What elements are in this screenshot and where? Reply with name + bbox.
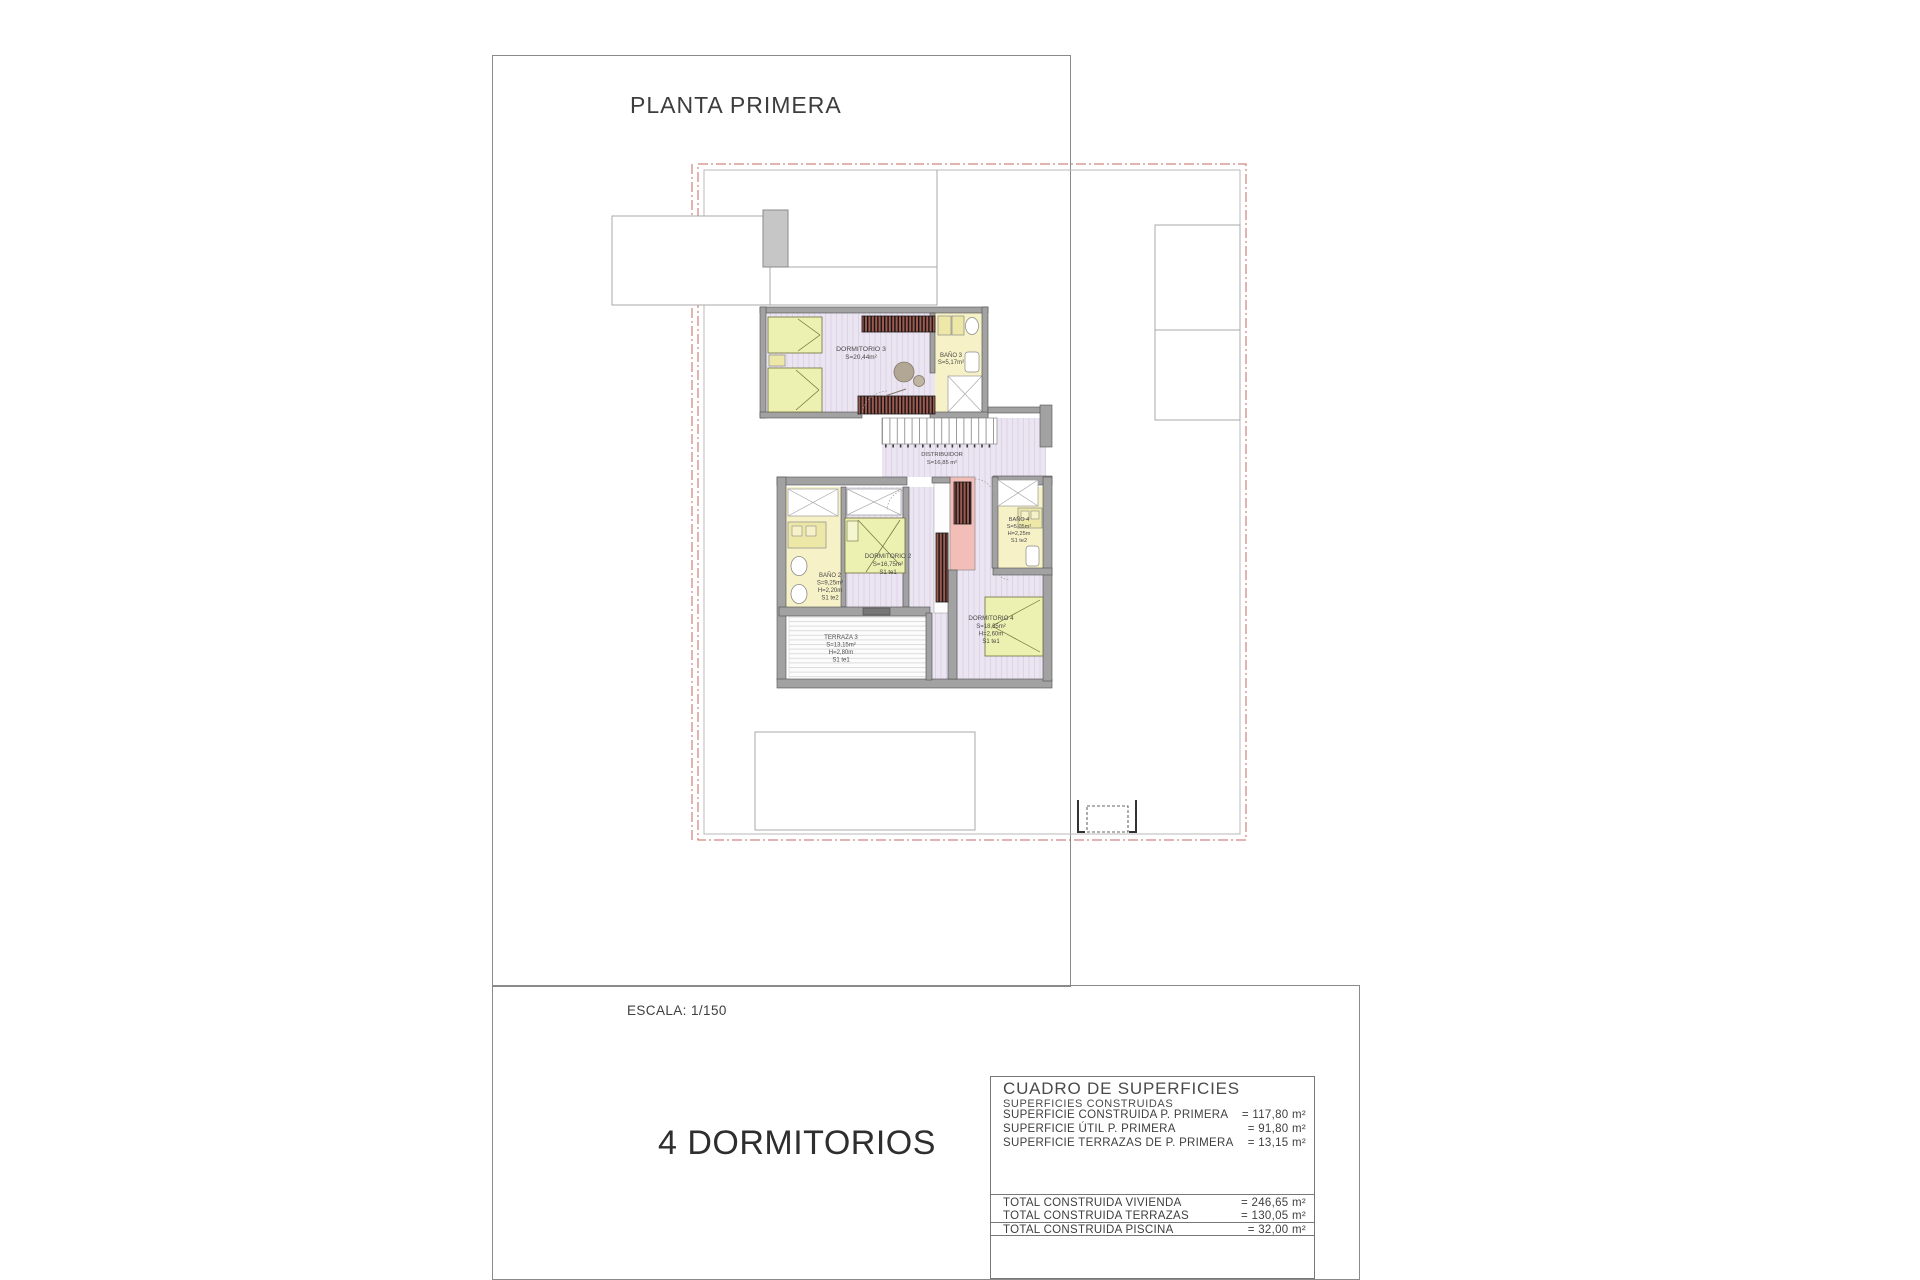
- terraza3-area-label: S=13,15m²: [826, 642, 856, 649]
- scale-label: ESCALA: 1/150: [627, 1003, 727, 1018]
- dormitorio2-name-label: DORMITORIO 2: [864, 553, 912, 560]
- dormitorio4-area-label: S=18,35m²: [976, 624, 1006, 630]
- row-value: = 117,80 m²: [1241, 1109, 1306, 1121]
- plan-type-title: 4 DORMITORIOS: [658, 1124, 936, 1162]
- row-label: SUPERFICIE ÚTIL P. PRIMERA: [1003, 1123, 1176, 1135]
- row-value: = 246,65 m²: [1241, 1197, 1306, 1209]
- floor-plan: [580, 150, 1280, 850]
- terraza3-height-label: H=2,80m: [828, 650, 854, 656]
- row-label: SUPERFICIE TERRAZAS DE P. PRIMERA: [1003, 1137, 1234, 1149]
- table-row: [1003, 1137, 1306, 1149]
- bano4-height-label: H=2,25m: [1007, 531, 1031, 537]
- terraza3-name-label: TERRAZA 3: [824, 634, 858, 641]
- surfaces-table-subtitle: SUPERFICIES CONSTRUIDAS: [1003, 1098, 1174, 1110]
- row-label: SUPERFICIE CONSTRUIDA P. PRIMERA: [1003, 1109, 1229, 1121]
- divider: [991, 1194, 1314, 1195]
- dormitorio4-height-label: H=2,60m: [978, 631, 1004, 638]
- table-row: [1003, 1197, 1306, 1209]
- bano4-name-label: BAÑO 4: [1008, 517, 1030, 523]
- table-row: [1003, 1123, 1306, 1135]
- dormitorio4-name-label: DORMITORIO 4: [968, 615, 1014, 622]
- dormitorio3-area-label: S=20,44m²: [845, 354, 877, 361]
- dormitorio2-note-label: S1 te1: [879, 570, 897, 576]
- row-value: = 32,00 m²: [1247, 1224, 1306, 1236]
- bano3-area-label: S=5,17m²: [937, 360, 965, 366]
- bano3-name-label: BAÑO 3: [939, 353, 963, 359]
- terraza3-note-label: S1 te1: [832, 657, 850, 664]
- bano2-name-label: BAÑO 2: [818, 573, 842, 579]
- bano2-area-label: S=9,25m²: [816, 580, 844, 587]
- bano2-height-label: H=2,20m: [817, 588, 843, 594]
- page-title: PLANTA PRIMERA: [630, 92, 842, 118]
- row-label: TOTAL CONSTRUIDA PISCINA: [1003, 1224, 1174, 1236]
- staircase: [882, 418, 997, 446]
- bano4-area-label: S=5,05m²: [1006, 524, 1032, 530]
- surfaces-table: [990, 1076, 1315, 1279]
- table-row: [1003, 1109, 1306, 1121]
- distribuidor-area-label: S=16,85 m²: [926, 460, 958, 466]
- divider: [991, 1235, 1314, 1236]
- divider: [991, 1222, 1314, 1223]
- row-value: = 13,15 m²: [1247, 1137, 1306, 1149]
- table-row: [1003, 1210, 1306, 1222]
- dormitorio2-area-label: S=16,75m²: [872, 561, 904, 568]
- row-label: TOTAL CONSTRUIDA VIVIENDA: [1003, 1197, 1182, 1209]
- gate-detail: [1078, 800, 1136, 832]
- row-label: TOTAL CONSTRUIDA TERRAZAS: [1003, 1210, 1189, 1222]
- surfaces-table-title: CUADRO DE SUPERFICIES: [1003, 1079, 1240, 1098]
- row-value: = 91,80 m²: [1247, 1123, 1306, 1135]
- row-value: = 130,05 m²: [1241, 1210, 1306, 1222]
- bano2-note-label: S1 te2: [821, 595, 839, 602]
- dormitorio3-name-label: DORMITORIO 3: [836, 346, 886, 353]
- bano4-note-label: S1 te2: [1010, 538, 1028, 544]
- distribuidor-name-label: DISTRIBUIDOR: [921, 452, 963, 458]
- dormitorio4-note-label: S1 te1: [982, 639, 1000, 645]
